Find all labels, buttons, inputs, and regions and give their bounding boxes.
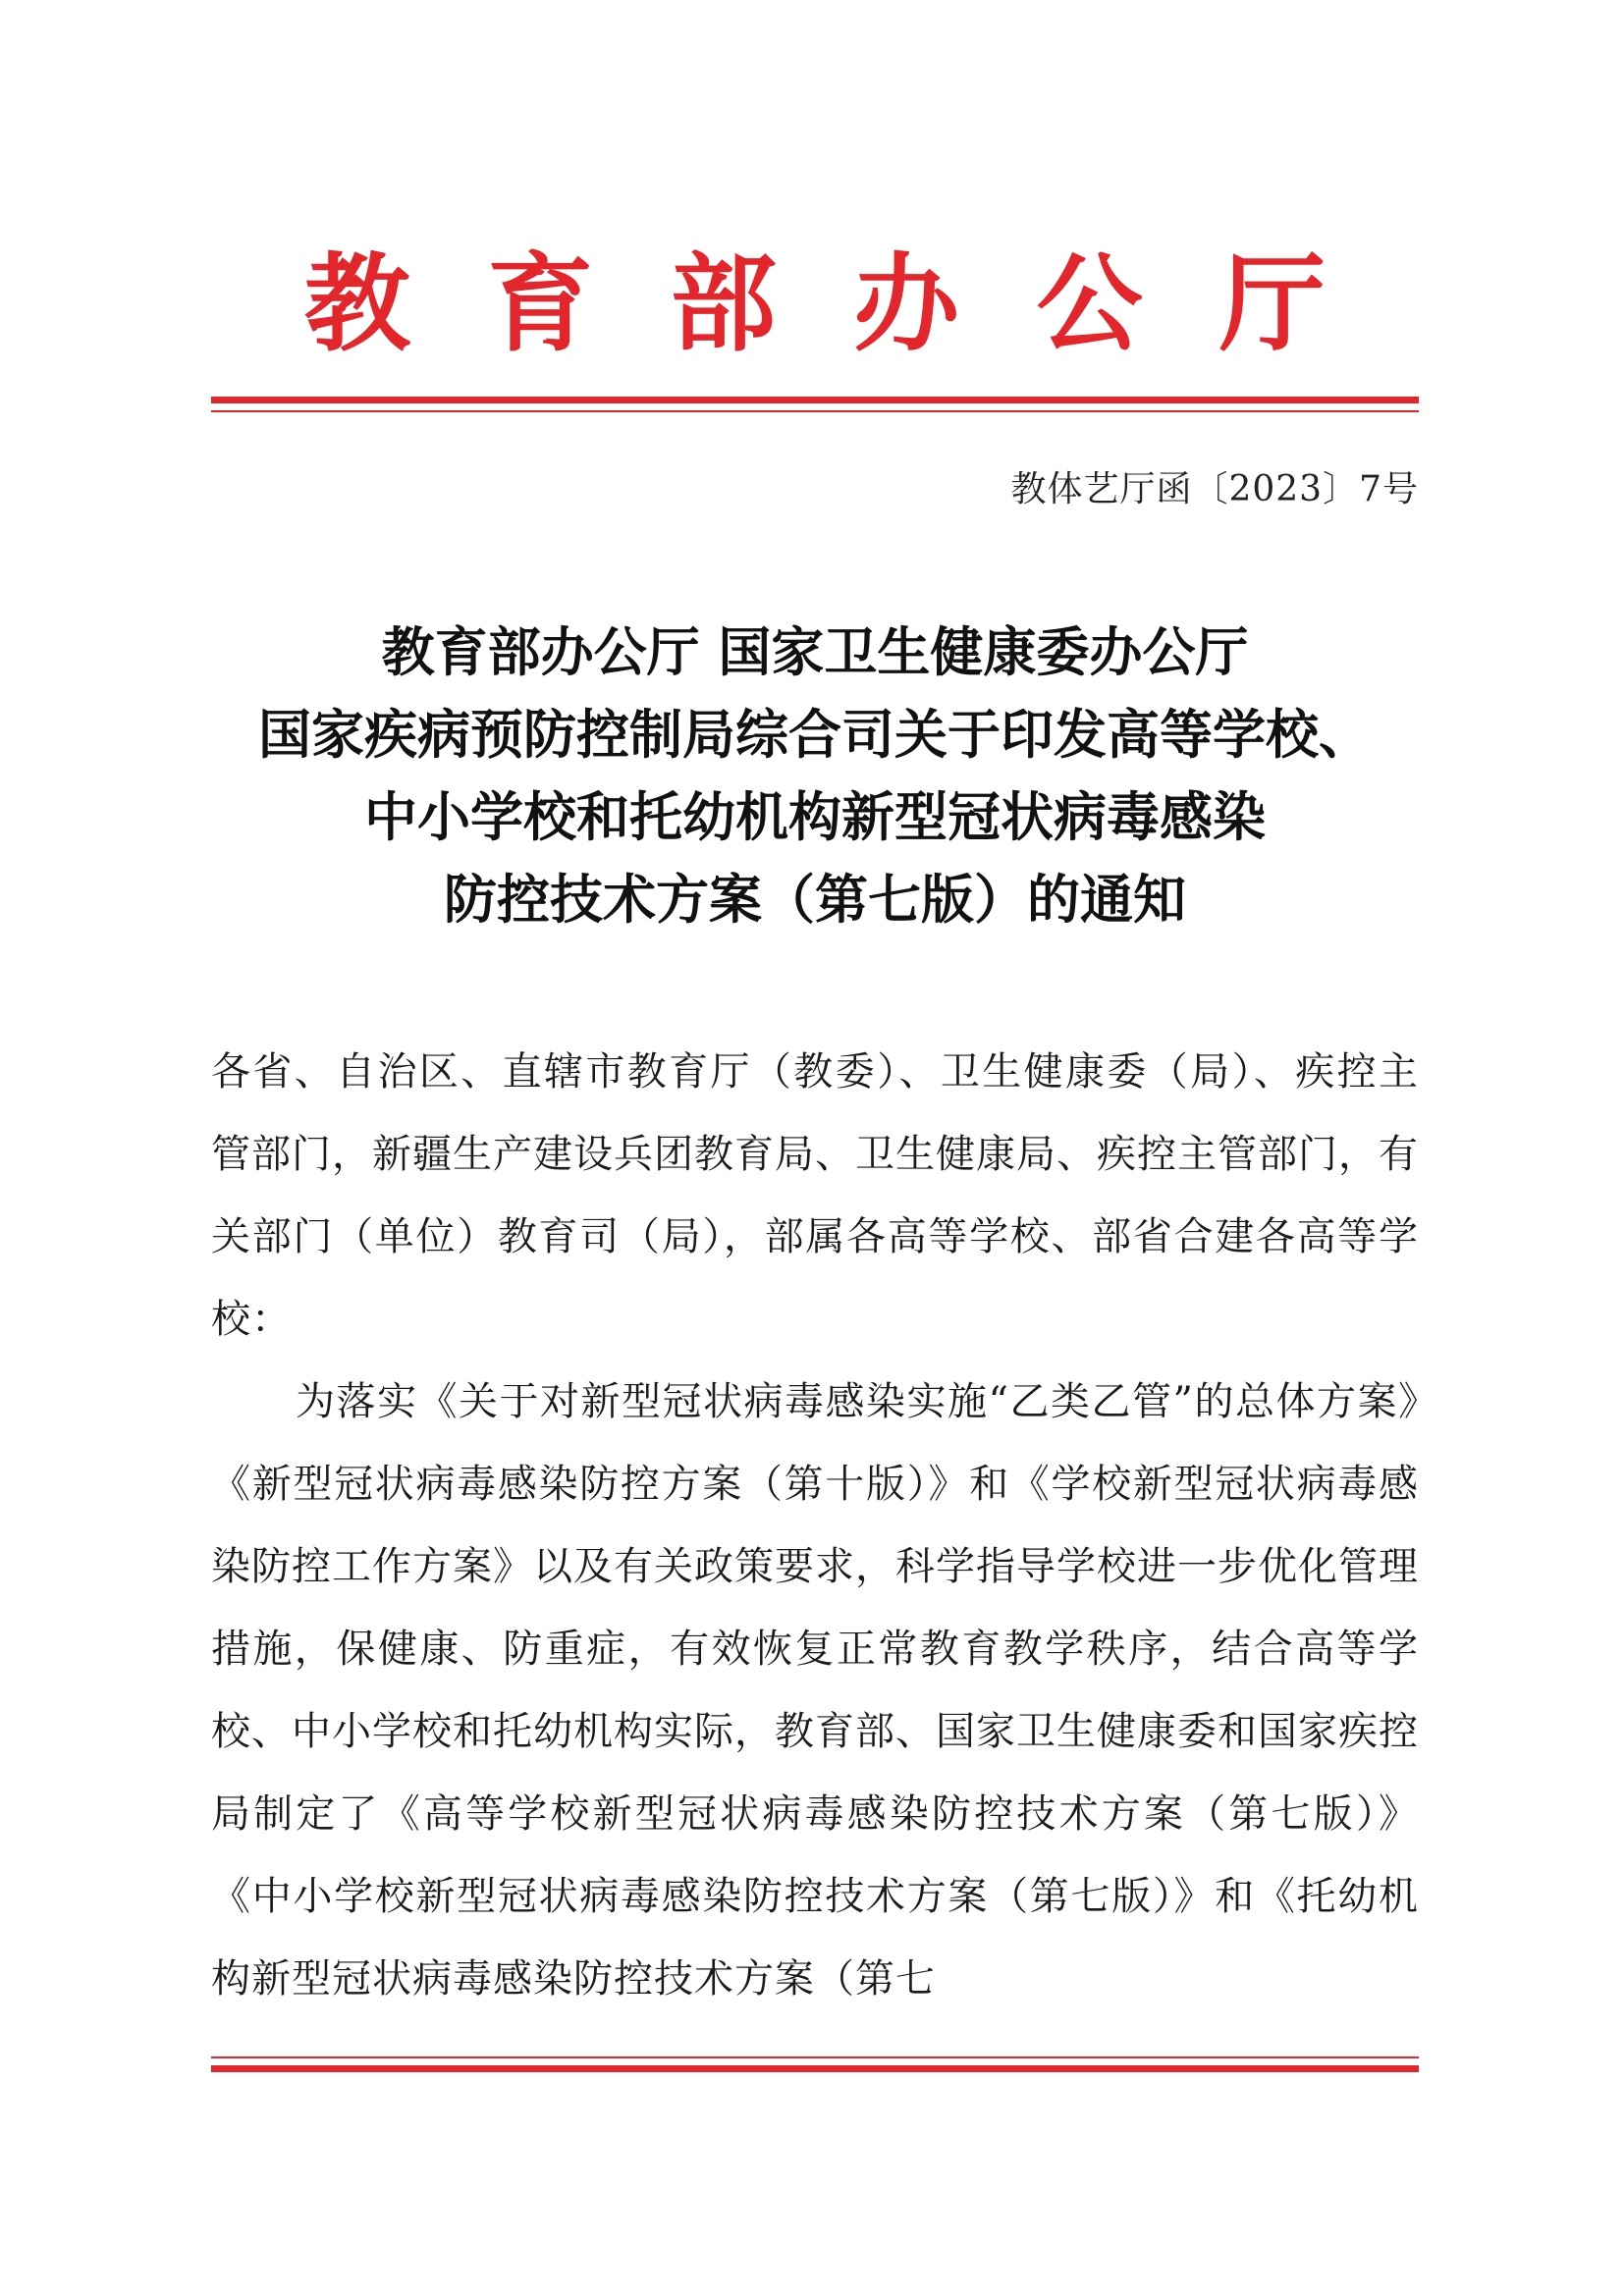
letterhead-char: 厅 bbox=[1218, 242, 1326, 366]
title-line: 国家疾病预防控制局综合司关于印发高等学校、 bbox=[258, 703, 1372, 766]
title-line: 教育部办公厅 国家卫生健康委办公厅 bbox=[381, 620, 1249, 683]
document-body bbox=[211, 1031, 1419, 2020]
letterhead-char: 育 bbox=[487, 242, 594, 366]
letterhead-char: 教 bbox=[304, 242, 411, 366]
letterhead-divider-thick bbox=[211, 397, 1419, 403]
addressee-paragraph: 各省、自治区、直辖市教育厅（教委）、卫生健康委（局）、疾控主管部门，新疆生产建设兵团教育局、卫生健康局、疾控主管部门，有关部门（单位）教育司（局），部属各高等学校、部省合建各高等学校： bbox=[211, 1049, 1419, 1342]
letterhead-char: 办 bbox=[853, 242, 960, 366]
document-title bbox=[211, 611, 1419, 940]
footer-divider-thick bbox=[211, 2065, 1419, 2072]
title-line: 中小学校和托幼机构新型冠状病毒感染 bbox=[364, 785, 1266, 848]
letterhead-char: 部 bbox=[670, 242, 777, 366]
document-number: 教体艺厅函〔2023〕7号 bbox=[1010, 469, 1419, 509]
title-line: 防控技术方案（第七版）的通知 bbox=[444, 868, 1186, 931]
letterhead-title bbox=[211, 231, 1419, 378]
footer-divider-thin bbox=[211, 2056, 1419, 2058]
letterhead-char: 公 bbox=[1036, 242, 1143, 366]
body-paragraph: 为落实《关于对新型冠状病毒感染实施“乙类乙管”的总体方案》《新型冠状病毒感染防控方案（第十版）》和《学校新型冠状病毒感染防控工作方案》以及有关政策要求，科学指导学校进一步优化管理措施，保健康、防重症，有效恢复正常教育教学秩序，结合高等学校、中小学校和托幼机构实际，教育部、国家卫生健康委和国家疾控局制定了《高等学校新型冠状病毒感染防控技术方案（第七版）》《中小学校新型冠状病毒感染防控技术方案（第七版）》和《托幼机构新型冠状病毒感染防控技术方案（第七 bbox=[211, 1379, 1419, 2002]
letterhead-divider-thin bbox=[211, 410, 1419, 412]
